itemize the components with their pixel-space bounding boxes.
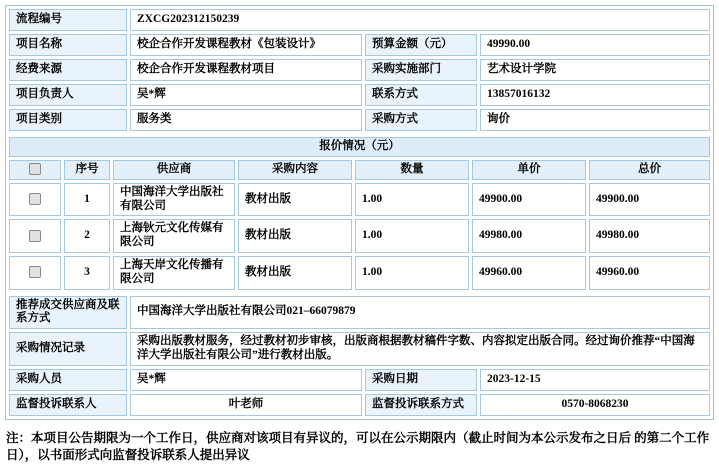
seq-cell: 2 <box>64 219 110 253</box>
quotation-row <box>9 256 710 290</box>
table-row <box>9 369 710 391</box>
seq-header: 序号 <box>64 160 110 180</box>
purchasing-dept-label: 采购实施部门 <box>365 59 477 81</box>
project-category-value: 服务类 <box>130 109 362 131</box>
content-cell: 教材出版 <box>238 183 352 217</box>
qty-cell: 1.00 <box>355 219 469 253</box>
project-category-label: 项目类别 <box>9 109 127 131</box>
table-row <box>9 59 710 81</box>
project-info-table <box>6 6 713 134</box>
content-cell: 教材出版 <box>238 219 352 253</box>
supervision-phone-label: 监督投诉联系方式 <box>365 394 477 416</box>
purchase-method-value: 询价 <box>480 109 710 131</box>
funding-source-label: 经费来源 <box>9 59 127 81</box>
recommended-supplier-label: 推荐成交供应商及联系方式 <box>9 296 127 330</box>
purchase-record-label: 采购情况记录 <box>9 332 127 366</box>
total-price-header: 总价 <box>589 160 710 180</box>
select-all-cell <box>9 160 61 180</box>
funding-source-value: 校企合作开发课程教材项目 <box>130 59 362 81</box>
row-checkbox[interactable] <box>29 230 41 242</box>
select-all-checkbox[interactable] <box>29 163 41 175</box>
content-header: 采购内容 <box>238 160 352 180</box>
table-row <box>9 84 710 106</box>
process-number-label: 流程编号 <box>9 9 127 31</box>
recommended-supplier-value: 中国海洋大学出版社有限公司021–66079879 <box>130 296 710 330</box>
supplier-cell: 中国海洋大学出版社有限公司 <box>113 183 235 217</box>
qty-cell: 1.00 <box>355 183 469 217</box>
seq-cell: 3 <box>64 256 110 290</box>
project-leader-value: 吴*辉 <box>130 84 362 106</box>
quotation-row <box>9 183 710 217</box>
row-checkbox[interactable] <box>29 193 41 205</box>
unit-price-cell: 49980.00 <box>472 219 586 253</box>
quotation-section-title: 报价情况（元） <box>9 137 710 157</box>
buyer-label: 采购人员 <box>9 369 127 391</box>
unit-price-cell: 49900.00 <box>472 183 586 217</box>
contact-label: 联系方式 <box>365 84 477 106</box>
seq-cell: 1 <box>64 183 110 217</box>
row-checkbox-cell <box>9 183 61 217</box>
table-row <box>9 394 710 416</box>
unit-price-header: 单价 <box>472 160 586 180</box>
procurement-table <box>5 5 714 420</box>
quotation-table <box>6 134 713 293</box>
buyer-value: 吴*辉 <box>130 369 362 391</box>
supervision-contact-label: 监督投诉联系人 <box>9 394 127 416</box>
table-row <box>9 34 710 56</box>
content-cell: 教材出版 <box>238 256 352 290</box>
supplier-cell: 上海钬元文化传媒有限公司 <box>113 219 235 253</box>
result-info-table <box>6 293 713 419</box>
quotation-row <box>9 219 710 253</box>
table-row <box>9 109 710 131</box>
announcement-note: 注：本项目公告期限为一个工作日，供应商对该项目有异议的，可以在公示期限内（截止时间为本公示发布之日后 的第二个工作日），以书面形式向监督投诉联系人提出异议 <box>6 430 710 462</box>
contact-value: 13857016132 <box>480 84 710 106</box>
budget-value: 49990.00 <box>480 34 710 56</box>
project-name-label: 项目名称 <box>9 34 127 56</box>
project-leader-label: 项目负责人 <box>9 84 127 106</box>
row-checkbox[interactable] <box>29 266 41 278</box>
process-number-value: ZXCG202312150239 <box>130 9 710 31</box>
table-row <box>9 296 710 330</box>
purchase-method-label: 采购方式 <box>365 109 477 131</box>
supervision-contact-value: 叶老师 <box>130 394 362 416</box>
table-row <box>9 137 710 157</box>
purchase-date-label: 采购日期 <box>365 369 477 391</box>
total-price-cell: 49980.00 <box>589 219 710 253</box>
row-checkbox-cell <box>9 256 61 290</box>
project-name-value: 校企合作开发课程教材《包装设计》 <box>130 34 362 56</box>
quotation-header-row <box>9 160 710 180</box>
qty-cell: 1.00 <box>355 256 469 290</box>
row-checkbox-cell <box>9 219 61 253</box>
qty-header: 数量 <box>355 160 469 180</box>
budget-label: 预算金额（元） <box>365 34 477 56</box>
purchase-record-value: 采购出版教材服务，经过教材初步审核，出版商根据教材稿件字数、内容拟定出版合同。经过询价推荐“中国海洋大学出版社有限公司”进行教材出版。 <box>130 332 710 366</box>
total-price-cell: 49960.00 <box>589 256 710 290</box>
supervision-phone-value: 0570-8068230 <box>480 394 710 416</box>
table-row <box>9 9 710 31</box>
supplier-header: 供应商 <box>113 160 235 180</box>
table-row <box>9 332 710 366</box>
unit-price-cell: 49960.00 <box>472 256 586 290</box>
total-price-cell: 49900.00 <box>589 183 710 217</box>
supplier-cell: 上海天岸文化传播有限公司 <box>113 256 235 290</box>
purchase-date-value: 2023-12-15 <box>480 369 710 391</box>
purchasing-dept-value: 艺术设计学院 <box>480 59 710 81</box>
